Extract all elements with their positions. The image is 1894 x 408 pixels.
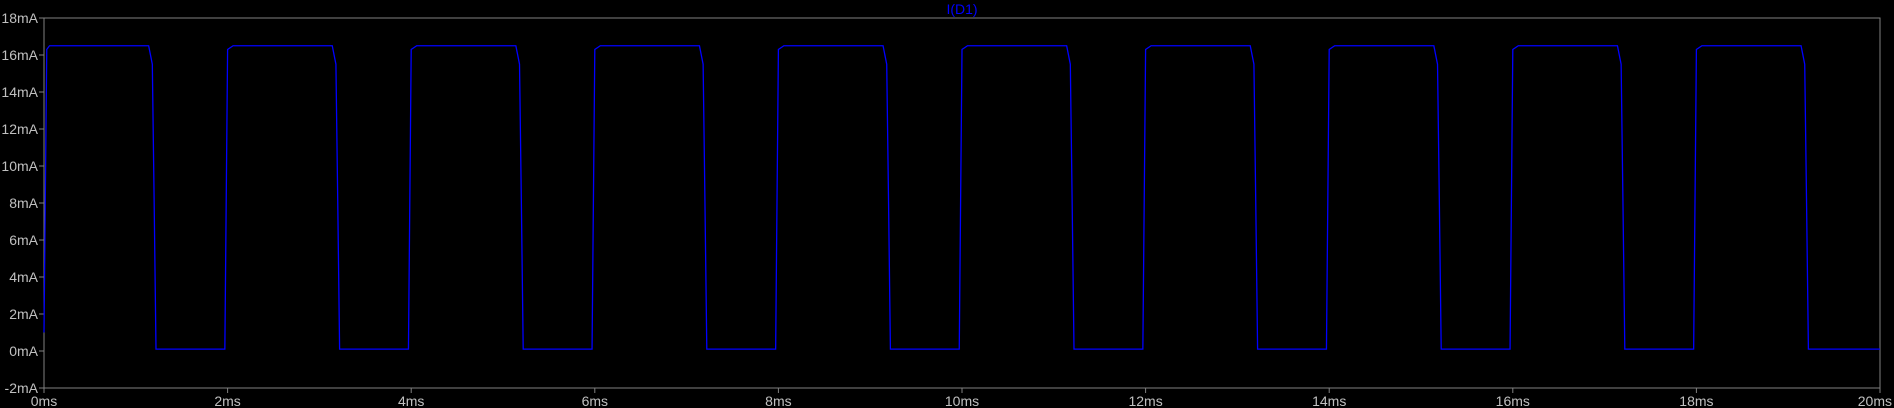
y-tick-label: 2mA (9, 306, 38, 322)
y-tick-label: 0mA (9, 343, 38, 359)
y-tick-label: 8mA (9, 195, 38, 211)
x-tick-label: 12ms (1128, 393, 1163, 408)
x-tick-label: 10ms (944, 393, 980, 408)
x-tick-label: 6ms (581, 393, 609, 408)
y-tick-label: -2mA (4, 380, 38, 396)
x-tick-label: 4ms (397, 393, 425, 408)
y-tick-label: 16mA (1, 47, 38, 63)
y-tick-label: 4mA (9, 269, 38, 285)
x-tick-label: 2ms (214, 393, 241, 408)
x-tick-label: 8ms (765, 393, 792, 408)
y-tick-label: 14mA (1, 84, 38, 100)
y-tick-label: 6mA (9, 232, 38, 248)
trace-title[interactable]: I(D1) (946, 1, 978, 17)
x-tick-label: 14ms (1312, 393, 1347, 408)
y-tick-label: 18mA (1, 10, 38, 26)
y-tick-label: 10mA (1, 158, 38, 174)
x-tick-label: 16ms (1495, 393, 1530, 408)
x-tick-label: 0ms (30, 393, 58, 408)
x-tick-label: 18ms (1679, 393, 1714, 408)
y-tick-label: 12mA (1, 121, 38, 137)
x-tick-label: 20ms (1857, 393, 1892, 408)
